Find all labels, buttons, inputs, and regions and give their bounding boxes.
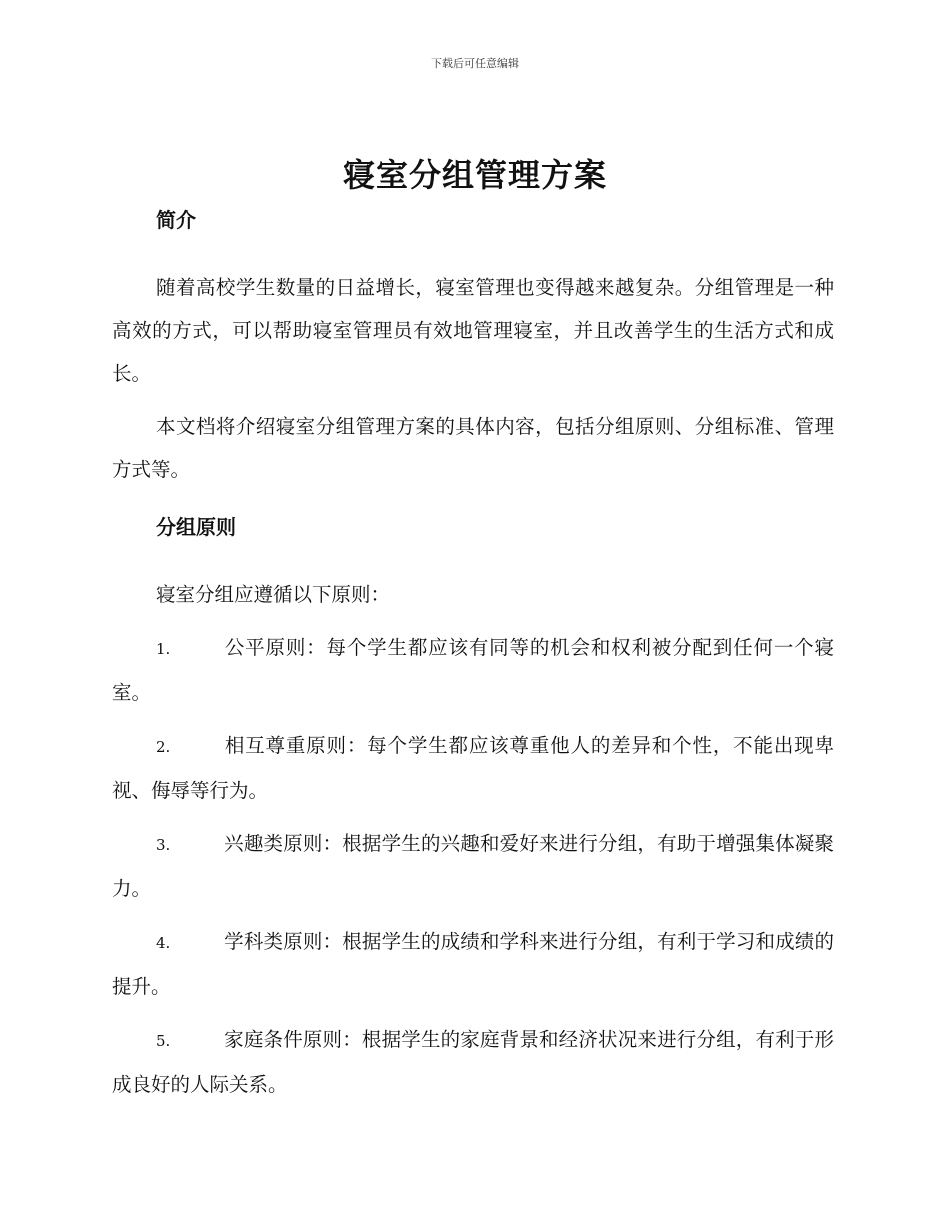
document-title: 寝室分组管理方案 bbox=[342, 156, 607, 194]
list-item bbox=[112, 1018, 834, 1106]
list-item bbox=[112, 920, 834, 1008]
principles-intro: 寝室分组应遵循以下原则： bbox=[156, 583, 391, 606]
list-item bbox=[112, 626, 834, 714]
list-item-number: 2. bbox=[156, 738, 171, 756]
header-note: 下载后可任意编辑 bbox=[431, 57, 519, 70]
document-body bbox=[112, 204, 834, 1116]
intro-paragraph-1: 随着高校学生数量的日益增长，寝室管理也变得越来越复杂。分组管理是一种高效的方式，可以帮助寝室管理员有效地管理寝室，并且改善学生的生活方式和成长。 bbox=[112, 276, 834, 385]
list-item-text: 兴趣类原则：根据学生的兴趣和爱好来进行分组，有助于增强集体凝聚力。 bbox=[112, 832, 834, 900]
section-heading-principles: 分组原则 bbox=[156, 515, 236, 539]
list-item-text: 学科类原则：根据学生的成绩和学科来进行分组，有利于学习和成绩的提升。 bbox=[112, 930, 834, 998]
list-item-number: 3. bbox=[156, 836, 171, 854]
list-item-number: 4. bbox=[156, 934, 171, 952]
list-item-number: 5. bbox=[156, 1032, 171, 1050]
section-heading-intro: 简介 bbox=[156, 208, 196, 232]
list-item bbox=[112, 724, 834, 812]
list-item-number: 1. bbox=[156, 640, 171, 658]
list-item-text: 公平原则：每个学生都应该有同等的机会和权利被分配到任何一个寝室。 bbox=[112, 636, 834, 704]
intro-paragraph-2: 本文档将介绍寝室分组管理方案的具体内容，包括分组原则、分组标准、管理方式等。 bbox=[112, 415, 834, 481]
list-item-text: 相互尊重原则：每个学生都应该尊重他人的差异和个性，不能出现卑视、侮辱等行为。 bbox=[112, 734, 834, 802]
list-item-text: 家庭条件原则：根据学生的家庭背景和经济状况来进行分组，有利于形成良好的人际关系。 bbox=[112, 1028, 834, 1096]
list-item bbox=[112, 822, 834, 910]
